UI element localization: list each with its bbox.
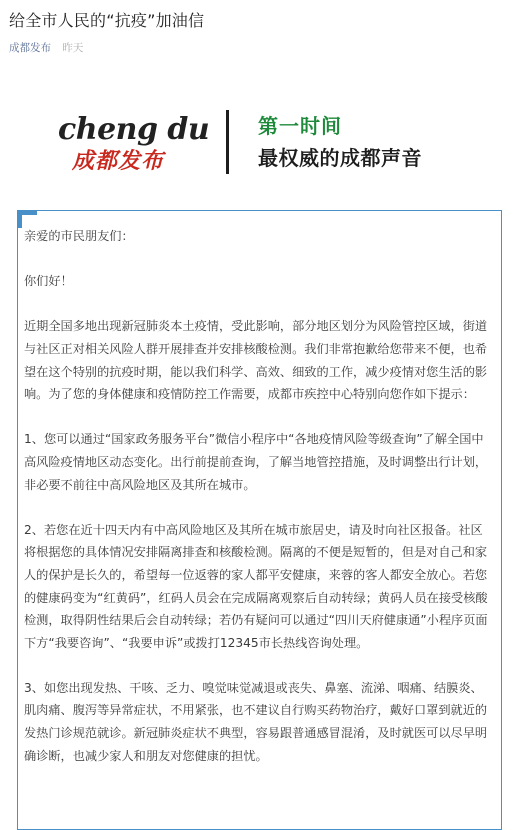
letter-paragraph-1: 1、您可以通过“国家政务服务平台”微信小程序中“各地疫情风险等级查询”了解全国中高风险疫情地区动态变化。出行前提前查询，了解当地管控措施，及时调整出行计划，非必要不前往中高风险地区及其所在城市。 (24, 432, 488, 492)
article-title: 给全市人民的“抗疫”加油信 (9, 11, 205, 30)
banner-tagline: 最权威的成都声音 (258, 146, 422, 170)
letter-greeting: 亲爱的市民朋友们： (24, 229, 134, 243)
letter-paragraph-intro: 近期全国多地出现新冠肺炎本土疫情，受此影响，部分地区划分为风险管控区域，街道与社区正对相关风险人群开展排查并安排核酸检测。我们非常抱歉给您带来不便，也希望在这个特别的抗疫时期，能以我们科学、高效、细致的工作，减少疫情对您生活的影响。为了您的身体健康和疫情防控工作需要，成都市疾控中心特别向您作如下提示： (24, 319, 488, 402)
frame-corner-accent-vertical (17, 210, 22, 228)
chengdu-logo-text: cheng du (58, 112, 210, 147)
letter-paragraph-3: 3、如您出现发热、干咳、乏力、嗅觉味觉减退或丧失、鼻塞、流涕、咽痛、结膜炎、肌肉痛、腹泻等异常症状，不用紧张，也不建议自行购买药物治疗，戴好口罩到就近的发热门诊规范就诊。新冠肺炎症状不典型，容易跟普通感冒混淆，及时就医可以尽早明确诊断，也减少家人和朋友对您健康的担忧。 (24, 680, 488, 763)
header-banner-image (52, 98, 472, 188)
letter-paragraph-2: 2、若您在近十四天内有中高风险地区及其所在城市旅居史，请及时向社区报备。社区将根据您的具体情况安排隔离排查和核酸检测。隔离的不便是短暂的，但是对自己和家人的保护是长久的，希望每一位返蓉的家人都平安健康，来蓉的客人都安全放心。若您的健康码变为“红黄码”，红码人员会在完成隔离观察后自动转绿；黄码人员在接受核酸检测，取得阴性结果后会自动转绿；若仍有疑问可以通过“四川天府健康通”小程序页面下方“我要咨询”、“我要申诉”或拨打12345市长热线咨询处理。 (24, 522, 488, 650)
article-time: 昨天 (62, 42, 84, 54)
letter-hello: 你们好！ (24, 274, 73, 289)
letter-box (17, 210, 502, 830)
letter-body (24, 225, 494, 790)
banner-headline: 第一时间 (258, 114, 342, 138)
chengdu-logo-calligraphy: 成都发布 (72, 148, 165, 174)
article-meta (9, 40, 83, 55)
article-source-link[interactable]: 成都发布 (9, 42, 51, 54)
banner-divider (226, 110, 229, 174)
